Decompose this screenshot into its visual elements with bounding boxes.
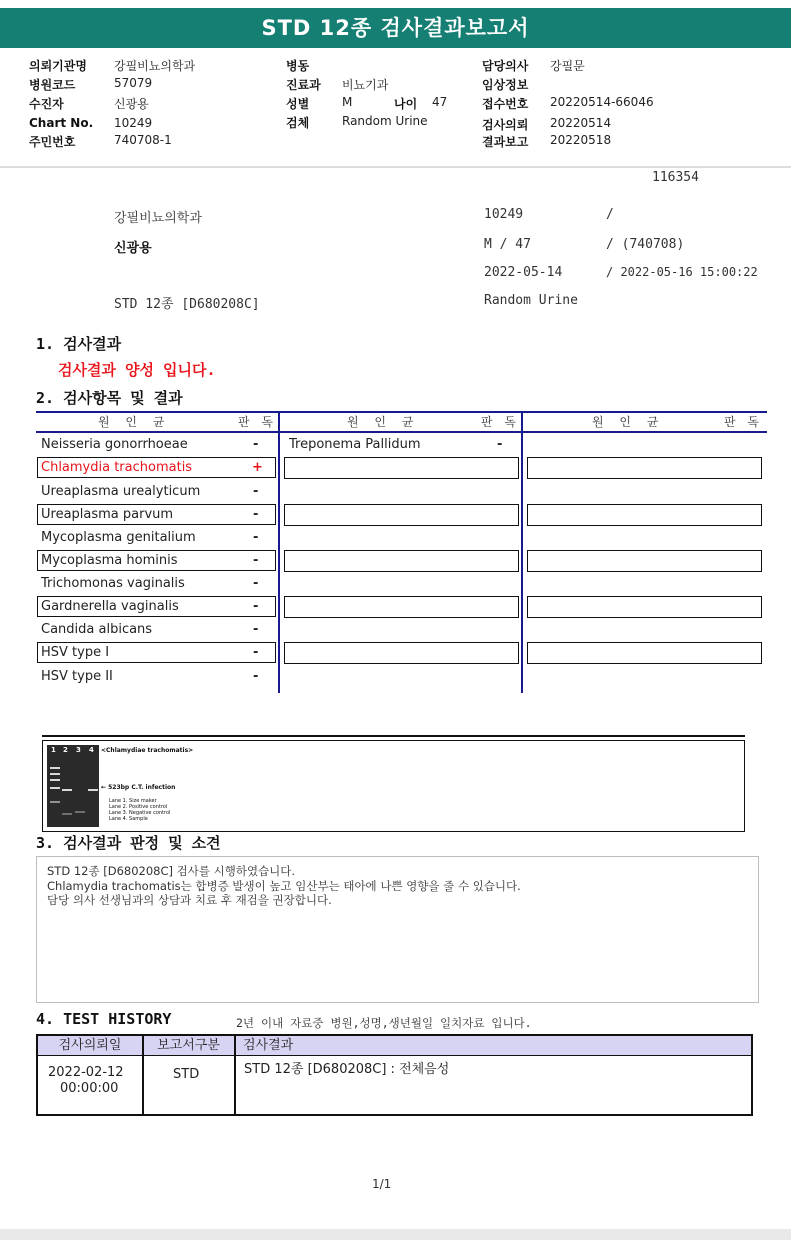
judgement: - (253, 553, 259, 568)
report-date-value: 20220518 (550, 133, 612, 147)
section4-title: 4. TEST HISTORY (36, 1010, 172, 1028)
history-col-divider (142, 1036, 144, 1114)
gel-band (50, 767, 60, 769)
patient-value: 신광용 (114, 97, 149, 111)
request-date-label: 검사의뢰 (482, 118, 529, 132)
age-value: 47 (432, 95, 448, 109)
age-label: 나이 (394, 97, 418, 111)
gel-band (50, 801, 60, 803)
lane-number: 1 (51, 746, 56, 754)
gel-band (50, 787, 60, 789)
judgement-positive: + (252, 460, 263, 475)
hospital-name-label: 의뢰기관명 (29, 59, 87, 73)
pathogen-name: HSV type II (41, 669, 113, 684)
gel-band (50, 773, 60, 775)
info-test-name: STD 12종 [D680208C] (114, 297, 260, 312)
pathogen-name: HSV type I (41, 645, 110, 660)
history-type: STD (173, 1067, 200, 1082)
info-patient: 신광용 (114, 241, 152, 256)
test-history-table (36, 1034, 753, 1116)
pathogen-name: Mycoplasma hominis (41, 553, 178, 568)
pathogen-name: Treponema Pallidum (289, 437, 421, 452)
gel-legend-item: Lane 4. Sample (109, 816, 148, 822)
result-row (37, 434, 276, 455)
opinion-line: Chlamydia trachomatis는 합병증 발생이 높고 임산부는 태아에 나쁜 영향을 줄 수 있습니다. (47, 879, 521, 893)
department-label: 진료과 (286, 78, 321, 92)
pathogen-name: Ureaplasma urealyticum (41, 484, 201, 499)
info-sex-age: M / 47 (484, 237, 531, 252)
specimen-label: 검체 (286, 116, 310, 130)
doctor-value: 강필문 (550, 59, 585, 73)
judgement: - (253, 576, 259, 591)
judgement: - (253, 599, 259, 614)
pathogen-name: Candida albicans (41, 622, 153, 637)
gel-band-label: ← 523bp C.T. infection (101, 784, 176, 791)
footer-bar (0, 1229, 791, 1240)
pathogen-name: Ureaplasma parvum (41, 507, 174, 522)
gel-band (62, 813, 72, 815)
empty-result-slot (527, 550, 762, 572)
result-row (37, 642, 276, 663)
history-note: 2년 이내 자료중 병원,성명,생년월일 일치자료 입니다. (236, 1016, 532, 1030)
info-specimen: Random Urine (484, 293, 578, 308)
report-title: STD 12종 검사결과보고서 (0, 8, 791, 48)
empty-result-slot (527, 642, 762, 664)
result-row (37, 666, 276, 687)
sex-value: M (342, 95, 353, 109)
result-row (37, 573, 276, 594)
grid-divider-1 (278, 411, 280, 693)
gel-band (75, 811, 85, 813)
section1-title: 1. 검사결과 (36, 335, 122, 353)
judgement: - (497, 437, 503, 452)
department-value: 비뇨기과 (342, 78, 389, 92)
col3-pathogen-header: 원 인 균 (592, 415, 665, 429)
gel-band (62, 789, 72, 791)
gel-title: <Chlamydiae trachomatis> (101, 747, 194, 754)
pathogen-name: Mycoplasma genitalium (41, 530, 196, 545)
gel-legend-item: Lane 3. Negative control (109, 810, 171, 816)
clinical-info-label: 임상정보 (482, 78, 529, 92)
hospital-code-label: 병원코드 (29, 78, 76, 92)
judgement: - (253, 645, 259, 660)
doctor-label: 담당의사 (482, 59, 529, 73)
gel-legend-item: Lane 1. Size maker (109, 798, 157, 804)
pathogen-name: Trichomonas vaginalis (41, 576, 185, 591)
judgement: - (253, 507, 259, 522)
gel-legend-item: Lane 2. Positive control (109, 804, 168, 810)
result-row (285, 434, 519, 455)
info-birth: / (740708) (606, 237, 685, 252)
col3-judgement-header: 판 독 (724, 415, 763, 429)
specimen-value: Random Urine (342, 114, 428, 128)
resident-number-label: 주민번호 (29, 135, 76, 149)
gel-image-frame (42, 740, 745, 832)
hospital-code-value: 57079 (114, 76, 153, 90)
lane-number: 3 (76, 746, 81, 754)
section3-title: 3. 검사결과 판정 및 소견 (36, 834, 221, 852)
pathogen-name: Chlamydia trachomatis (41, 460, 193, 475)
judgement: - (253, 437, 259, 452)
info-report-datetime: / 2022-05-16 15:00:22 (606, 265, 758, 279)
empty-result-slot (284, 596, 519, 618)
chart-no-value: 10249 (114, 116, 153, 130)
patient-label: 수진자 (29, 97, 64, 111)
empty-result-slot (284, 504, 519, 526)
result-row-positive (37, 457, 276, 478)
grid-divider-2 (521, 411, 523, 693)
empty-result-slot (284, 457, 519, 479)
col2-pathogen-header: 원 인 균 (347, 415, 420, 429)
info-chart: 10249 (484, 207, 524, 222)
history-header-type: 보고서구분 (143, 1036, 234, 1056)
col1-pathogen-header: 원 인 균 (98, 415, 171, 429)
result-row (37, 596, 276, 617)
opinion-line: STD 12종 [D680208C] 검사를 시행하였습니다. (47, 864, 296, 878)
history-header-result: 검사결과 (235, 1036, 751, 1056)
gel-electrophoresis-image (47, 745, 99, 827)
info-clinic: 강필비뇨의학과 (114, 211, 202, 226)
request-date-value: 20220514 (550, 116, 612, 130)
section2-title: 2. 검사항목 및 결과 (36, 389, 183, 407)
sex-label: 성별 (286, 97, 310, 111)
result-row (37, 550, 276, 571)
judgement: - (253, 530, 259, 545)
opinion-box (36, 856, 759, 1003)
ward-label: 병동 (286, 59, 310, 73)
pathogen-name: Neisseria gonorrhoeae (41, 437, 188, 452)
receipt-number-label: 접수번호 (482, 97, 529, 111)
empty-result-slot (284, 550, 519, 572)
resident-number-value: 740708-1 (114, 133, 172, 147)
pathogen-name: Gardnerella vaginalis (41, 599, 179, 614)
opinion-line: 담당 의사 선생님과의 상담과 치료 후 재검을 권장합니다. (47, 893, 332, 907)
page-number: 1/1 (372, 1177, 392, 1191)
result-row (37, 527, 276, 548)
col1-judgement-header: 판 독 (238, 415, 277, 429)
gel-band (88, 789, 98, 791)
history-time: 00:00:00 (60, 1081, 119, 1096)
id-number: 116354 (652, 170, 699, 185)
gel-top-rule (42, 735, 745, 737)
history-date: 2022-02-12 (48, 1065, 124, 1080)
history-col-divider (234, 1036, 236, 1114)
lane-number: 2 (63, 746, 68, 754)
empty-result-slot (527, 457, 762, 479)
info-request-date: 2022-05-14 (484, 265, 563, 280)
history-result: STD 12종 [D680208C] : 전체음성 (244, 1062, 450, 1077)
hospital-name-value: 강필비뇨의학과 (114, 59, 196, 73)
history-header-date: 검사의뢰일 (38, 1036, 142, 1056)
lane-number: 4 (89, 746, 94, 754)
empty-result-slot (527, 504, 762, 526)
chart-no-label: Chart No. (29, 116, 94, 130)
header-divider (0, 166, 791, 168)
result-row (37, 481, 276, 502)
grid-header-line (36, 431, 767, 433)
report-date-label: 결과보고 (482, 135, 529, 149)
judgement: - (253, 669, 259, 684)
result-row (37, 504, 276, 525)
col2-judgement-header: 판 독 (481, 415, 520, 429)
info-slash: / (606, 207, 614, 222)
receipt-number-value: 20220514-66046 (550, 95, 654, 109)
empty-result-slot (527, 596, 762, 618)
positive-result-text: 검사결과 양성 입니다. (58, 361, 216, 379)
result-row (37, 619, 276, 640)
judgement: - (253, 622, 259, 637)
gel-band (50, 779, 60, 781)
judgement: - (253, 484, 259, 499)
empty-result-slot (284, 642, 519, 664)
